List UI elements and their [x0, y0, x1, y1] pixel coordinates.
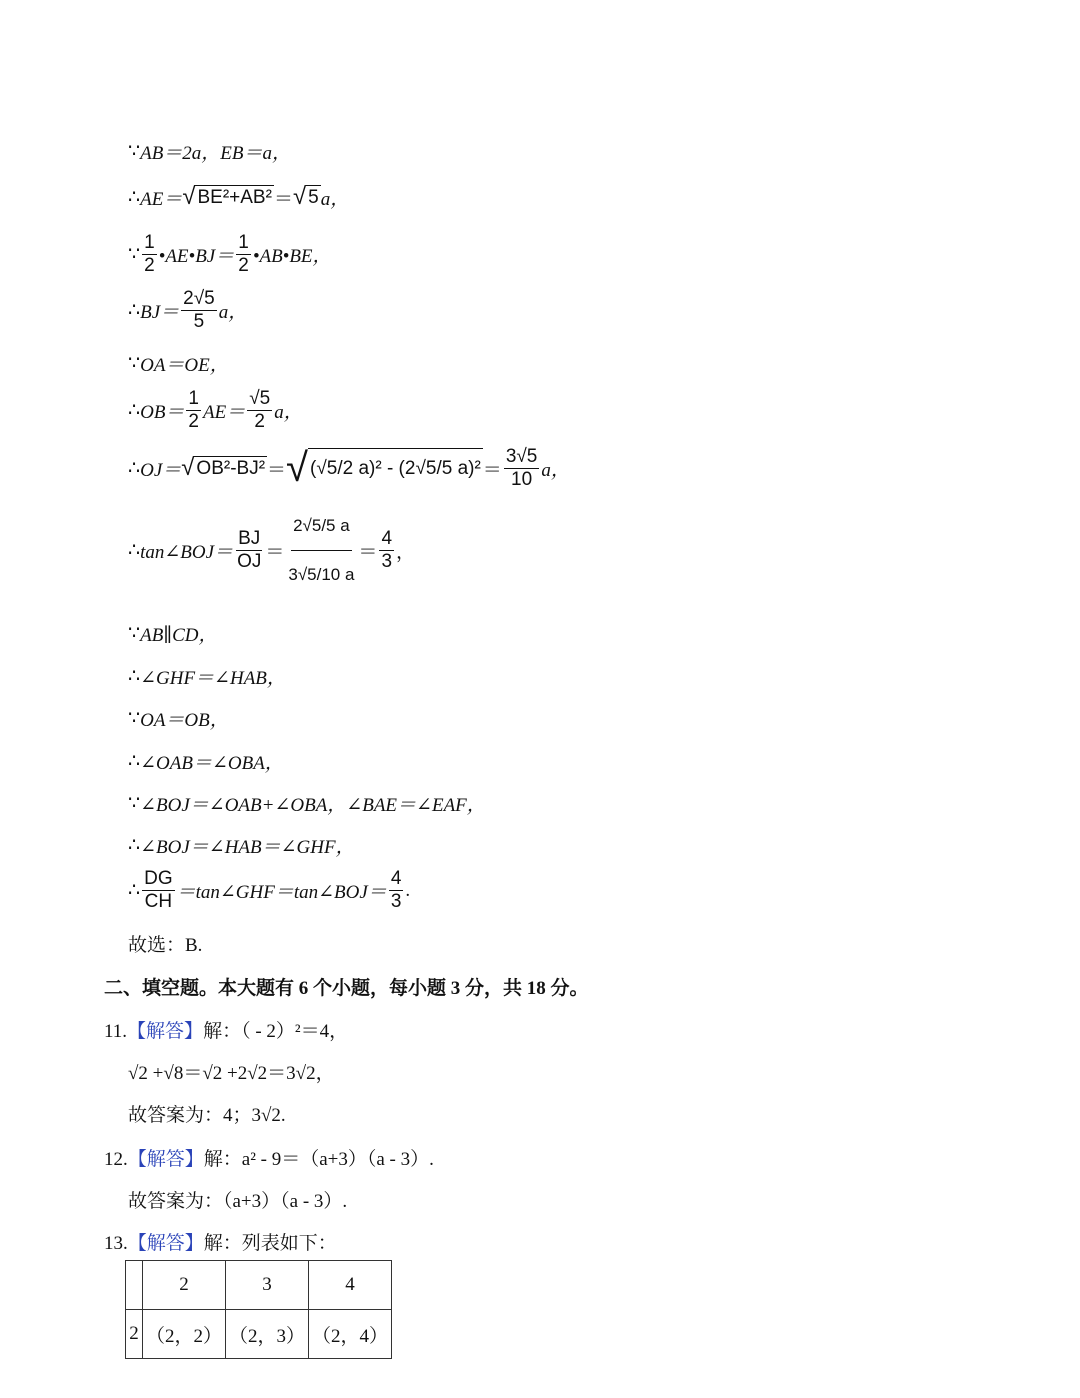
numerator: DG: [144, 868, 173, 889]
sqrt-expression-large: √ (√5/2 a)² - (2√5/5 a)²: [286, 446, 481, 490]
denominator: 2: [254, 411, 265, 432]
line-text: •AB•BE，: [252, 246, 332, 267]
equals: ＝: [265, 542, 285, 563]
table-cell: （2，3）: [226, 1310, 309, 1359]
because-symbol: ∵: [128, 623, 141, 644]
equals: ＝: [358, 542, 378, 563]
solution-line-13: [128, 790, 486, 817]
sqrt-expression: √ BE²+AB²: [182, 183, 272, 210]
denominator: 3: [381, 551, 393, 572]
line-text: ＝tan∠GHF＝tan∠BOJ＝: [176, 882, 387, 903]
question-number: 11.: [104, 1021, 128, 1042]
line-text: AE＝: [203, 402, 246, 423]
solution-line-6: [128, 388, 303, 433]
line-text: ∠BOJ＝∠OAB+∠OBA，∠BAE＝∠EAF，: [140, 795, 486, 816]
line-text: a，: [320, 189, 350, 210]
fraction: [504, 446, 540, 491]
line-text: .: [405, 879, 411, 901]
line-text: OB＝: [140, 402, 185, 423]
fraction: [389, 868, 404, 913]
line-text: ∠BOJ＝∠HAB＝∠GHF，: [140, 837, 355, 858]
question-13: [104, 1228, 337, 1255]
fraction: [142, 868, 175, 913]
table-cell: 4: [309, 1261, 392, 1310]
sqrt-expression: √ 5: [292, 183, 319, 210]
fraction: [181, 288, 217, 333]
table-cell: 2: [126, 1310, 143, 1359]
denominator: 5: [193, 311, 205, 332]
numerator: 1: [238, 232, 249, 253]
fraction: [186, 388, 201, 433]
question-text: 解：a² - 9＝（a+3）（a - 3）.: [203, 1149, 434, 1170]
line-text: a，: [218, 302, 248, 323]
therefore-symbol: ∴: [128, 187, 141, 208]
line-text: BJ＝: [140, 302, 180, 323]
line-text: AB∥CD，: [140, 625, 218, 646]
therefore-symbol: ∴: [128, 458, 141, 479]
line-text: AE＝: [140, 189, 183, 210]
question-text: 解：列表如下：: [203, 1233, 337, 1254]
answer-tag: 【解答】: [127, 1021, 204, 1042]
table-cell: （2，4）: [309, 1310, 392, 1359]
therefore-symbol: ∴: [128, 666, 141, 687]
because-symbol: ∵: [128, 353, 141, 374]
solution-line-2: [128, 184, 349, 211]
line-text: a，: [274, 402, 303, 423]
table-cell: （2，2）: [143, 1310, 226, 1359]
line-text: ，: [396, 542, 416, 563]
numerator: 4: [381, 528, 393, 549]
denominator: 2: [144, 255, 155, 276]
solution-line-11: [128, 705, 229, 732]
because-symbol: ∵: [128, 793, 141, 814]
solution-line-7: [128, 446, 570, 491]
line-text: tan∠BOJ＝: [140, 542, 234, 563]
table-header-row: [126, 1261, 392, 1310]
sqrt-body: 5: [308, 187, 319, 208]
numerator: 1: [188, 388, 199, 409]
denominator: CH: [144, 891, 173, 912]
numerator: 4: [390, 868, 402, 889]
therefore-symbol: ∴: [128, 880, 141, 901]
equals: ＝: [267, 460, 287, 481]
numerator: 2√5/5 a: [291, 502, 352, 551]
line-text: 故选：B.: [128, 935, 203, 956]
therefore-symbol: ∴: [128, 751, 141, 772]
numerator: √5: [249, 388, 271, 409]
fraction: [247, 388, 272, 433]
q12-answer: 故答案为：（a+3）（a - 3）.: [128, 1191, 348, 1212]
answer-tag: 【解答】: [127, 1233, 204, 1254]
denominator: 2: [238, 255, 249, 276]
numerator: 1: [144, 232, 155, 253]
solution-line-15: [128, 868, 410, 913]
solution-line-12: [128, 748, 284, 775]
line-text: AB＝2a，EB＝a，: [140, 143, 292, 164]
answer-choice: [128, 930, 202, 957]
solution-line-8: [128, 502, 415, 599]
section-heading: 二、填空题。本大题有 6 个小题，每小题 3 分，共 18 分。: [104, 978, 589, 999]
sqrt-expression: √ OB²-BJ²: [181, 454, 266, 481]
equals: ＝: [273, 189, 293, 210]
line-text: OA＝OB，: [140, 710, 229, 731]
fraction: [142, 232, 157, 277]
therefore-symbol: ∴: [128, 400, 141, 421]
sqrt-body: OB²-BJ²: [196, 458, 266, 479]
denominator: 10: [511, 469, 533, 490]
sqrt-body: (√5/2 a)² - (2√5/5 a)²: [308, 448, 483, 489]
table-cell: 2: [143, 1261, 226, 1310]
equals: ＝: [482, 460, 502, 481]
because-symbol: ∵: [128, 141, 141, 162]
denominator: OJ: [237, 551, 262, 572]
line-text: •AE•BJ＝: [158, 246, 235, 267]
line-text: ∠GHF＝∠HAB，: [140, 668, 286, 689]
line-text: ∠OAB＝∠OBA，: [140, 753, 284, 774]
compound-fraction: [286, 502, 356, 599]
denominator: 3√5/10 a: [288, 565, 355, 584]
because-symbol: ∵: [128, 708, 141, 729]
solution-line-4: [128, 288, 247, 333]
therefore-symbol: ∴: [128, 540, 141, 561]
sqrt-body: BE²+AB²: [197, 187, 272, 208]
therefore-symbol: ∴: [128, 835, 141, 856]
line-text: a，: [541, 460, 570, 481]
denominator: 2: [188, 411, 199, 432]
table-cell: 3: [226, 1261, 309, 1310]
table-cell: [126, 1261, 143, 1310]
fraction: [379, 528, 394, 573]
q11-answer: 故答案为：4；3√2.: [128, 1105, 286, 1126]
line-text: OA＝OE，: [140, 355, 229, 376]
line-text: OJ＝: [140, 460, 182, 481]
because-symbol: ∵: [128, 244, 141, 265]
fraction: [235, 528, 263, 573]
solution-line-5: [128, 350, 229, 377]
numerator: BJ: [238, 528, 261, 549]
table-row: [126, 1310, 392, 1359]
solution-line-1: [128, 138, 291, 165]
question-number: 12.: [104, 1149, 128, 1170]
numerator: 2√5: [183, 288, 215, 309]
solution-line-14: [128, 832, 355, 859]
question-11: [104, 1016, 348, 1043]
question-12: [104, 1144, 434, 1171]
question-text: 解：（ - 2）²＝4，: [203, 1021, 349, 1042]
therefore-symbol: ∴: [128, 300, 141, 321]
answer-tag: 【解答】: [127, 1149, 204, 1170]
fraction: [236, 232, 251, 277]
q11-work: √2 +√8＝√2 +2√2＝3√2，: [128, 1063, 335, 1084]
denominator: 3: [390, 891, 402, 912]
numerator: 3√5: [505, 446, 538, 467]
solution-line-9: [128, 620, 217, 647]
outcome-table: [125, 1260, 392, 1359]
question-number: 13.: [104, 1233, 128, 1254]
solution-line-3: [128, 232, 332, 277]
solution-line-10: [128, 663, 286, 690]
